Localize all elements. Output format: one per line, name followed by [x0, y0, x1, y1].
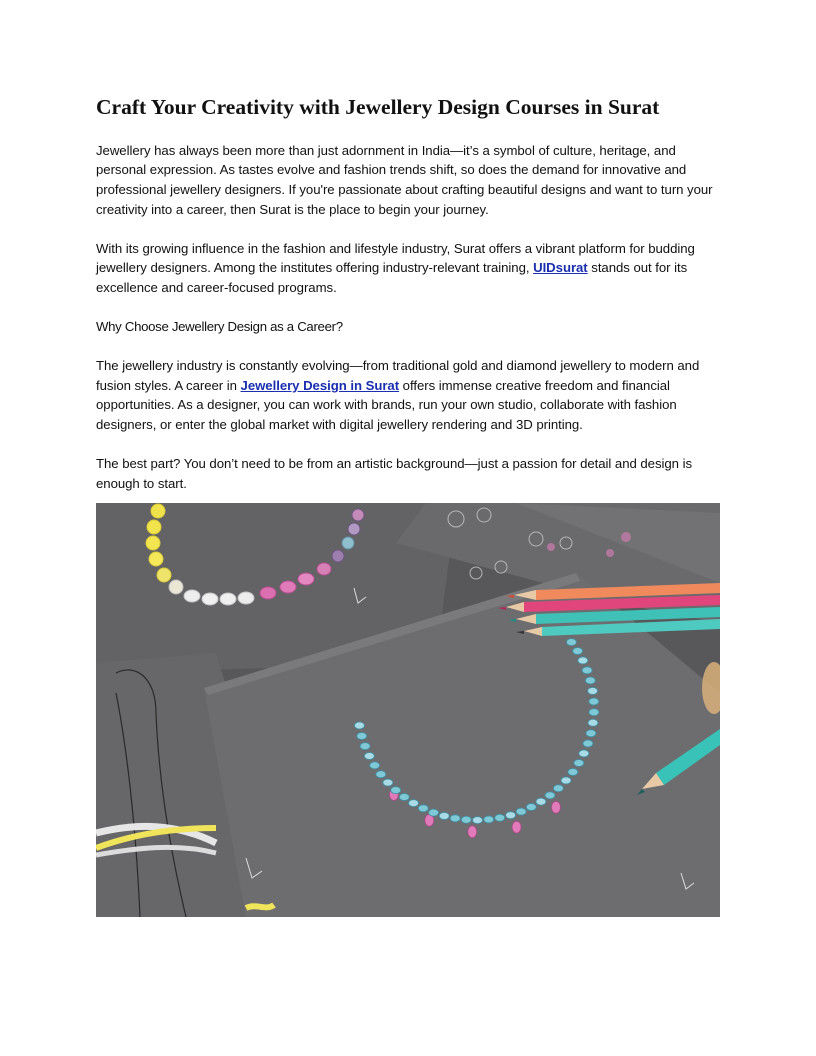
jewellery-sketches-photo: [96, 503, 720, 917]
institute-text-before: With its growing influence in the fashion and lifestyle industry, Surat offers a vibrant platform for budding jewellery designers. Among the institutes offering industry-relevant training,: [96, 240, 695, 276]
career-text-before: The jewellery industry is constantly evolving—from traditional gold and diamond jewellery to modern and fusion styles. A career in: [96, 358, 700, 393]
page-title: Craft Your Creativity with Jewellery Design Courses in Surat: [96, 95, 660, 119]
institute-paragraph: [96, 239, 720, 298]
institute-text-after: stands out for its excellence and career-focused programs.: [96, 260, 688, 295]
jewellery-design-surat-link[interactable]: Jewellery Design in Surat: [240, 377, 400, 393]
document-body: [96, 95, 720, 513]
uidsurat-link[interactable]: UIDsurat: [533, 260, 588, 276]
career-text-after: offers immense creative freedom and financial opportunities. As a designer, you can work with brands, run your own studio, collaborate with fashion designers, or enter the global market with digital jewellery rendering and 3D printing.: [96, 377, 677, 432]
closing-paragraph: The best part? You don’t need to be from an artistic background—just a passion for detail and design is enough to start.: [96, 455, 692, 491]
jewellery-sketches-illustration: [96, 503, 720, 917]
career-paragraph: [96, 356, 720, 434]
intro-paragraph: Jewellery has always been more than just adornment in India—it’s a symbol of culture, heritage, and personal expression. As tastes evolve and fashion trends shift, so does the demand for innovative and professional jewellery designers. If you're passionate about crafting beautiful designs and want to turn your creativity into a career, then Surat is the place to begin your journey.: [96, 142, 713, 217]
section-subheading: Why Choose Jewellery Design as a Career?: [96, 318, 343, 334]
